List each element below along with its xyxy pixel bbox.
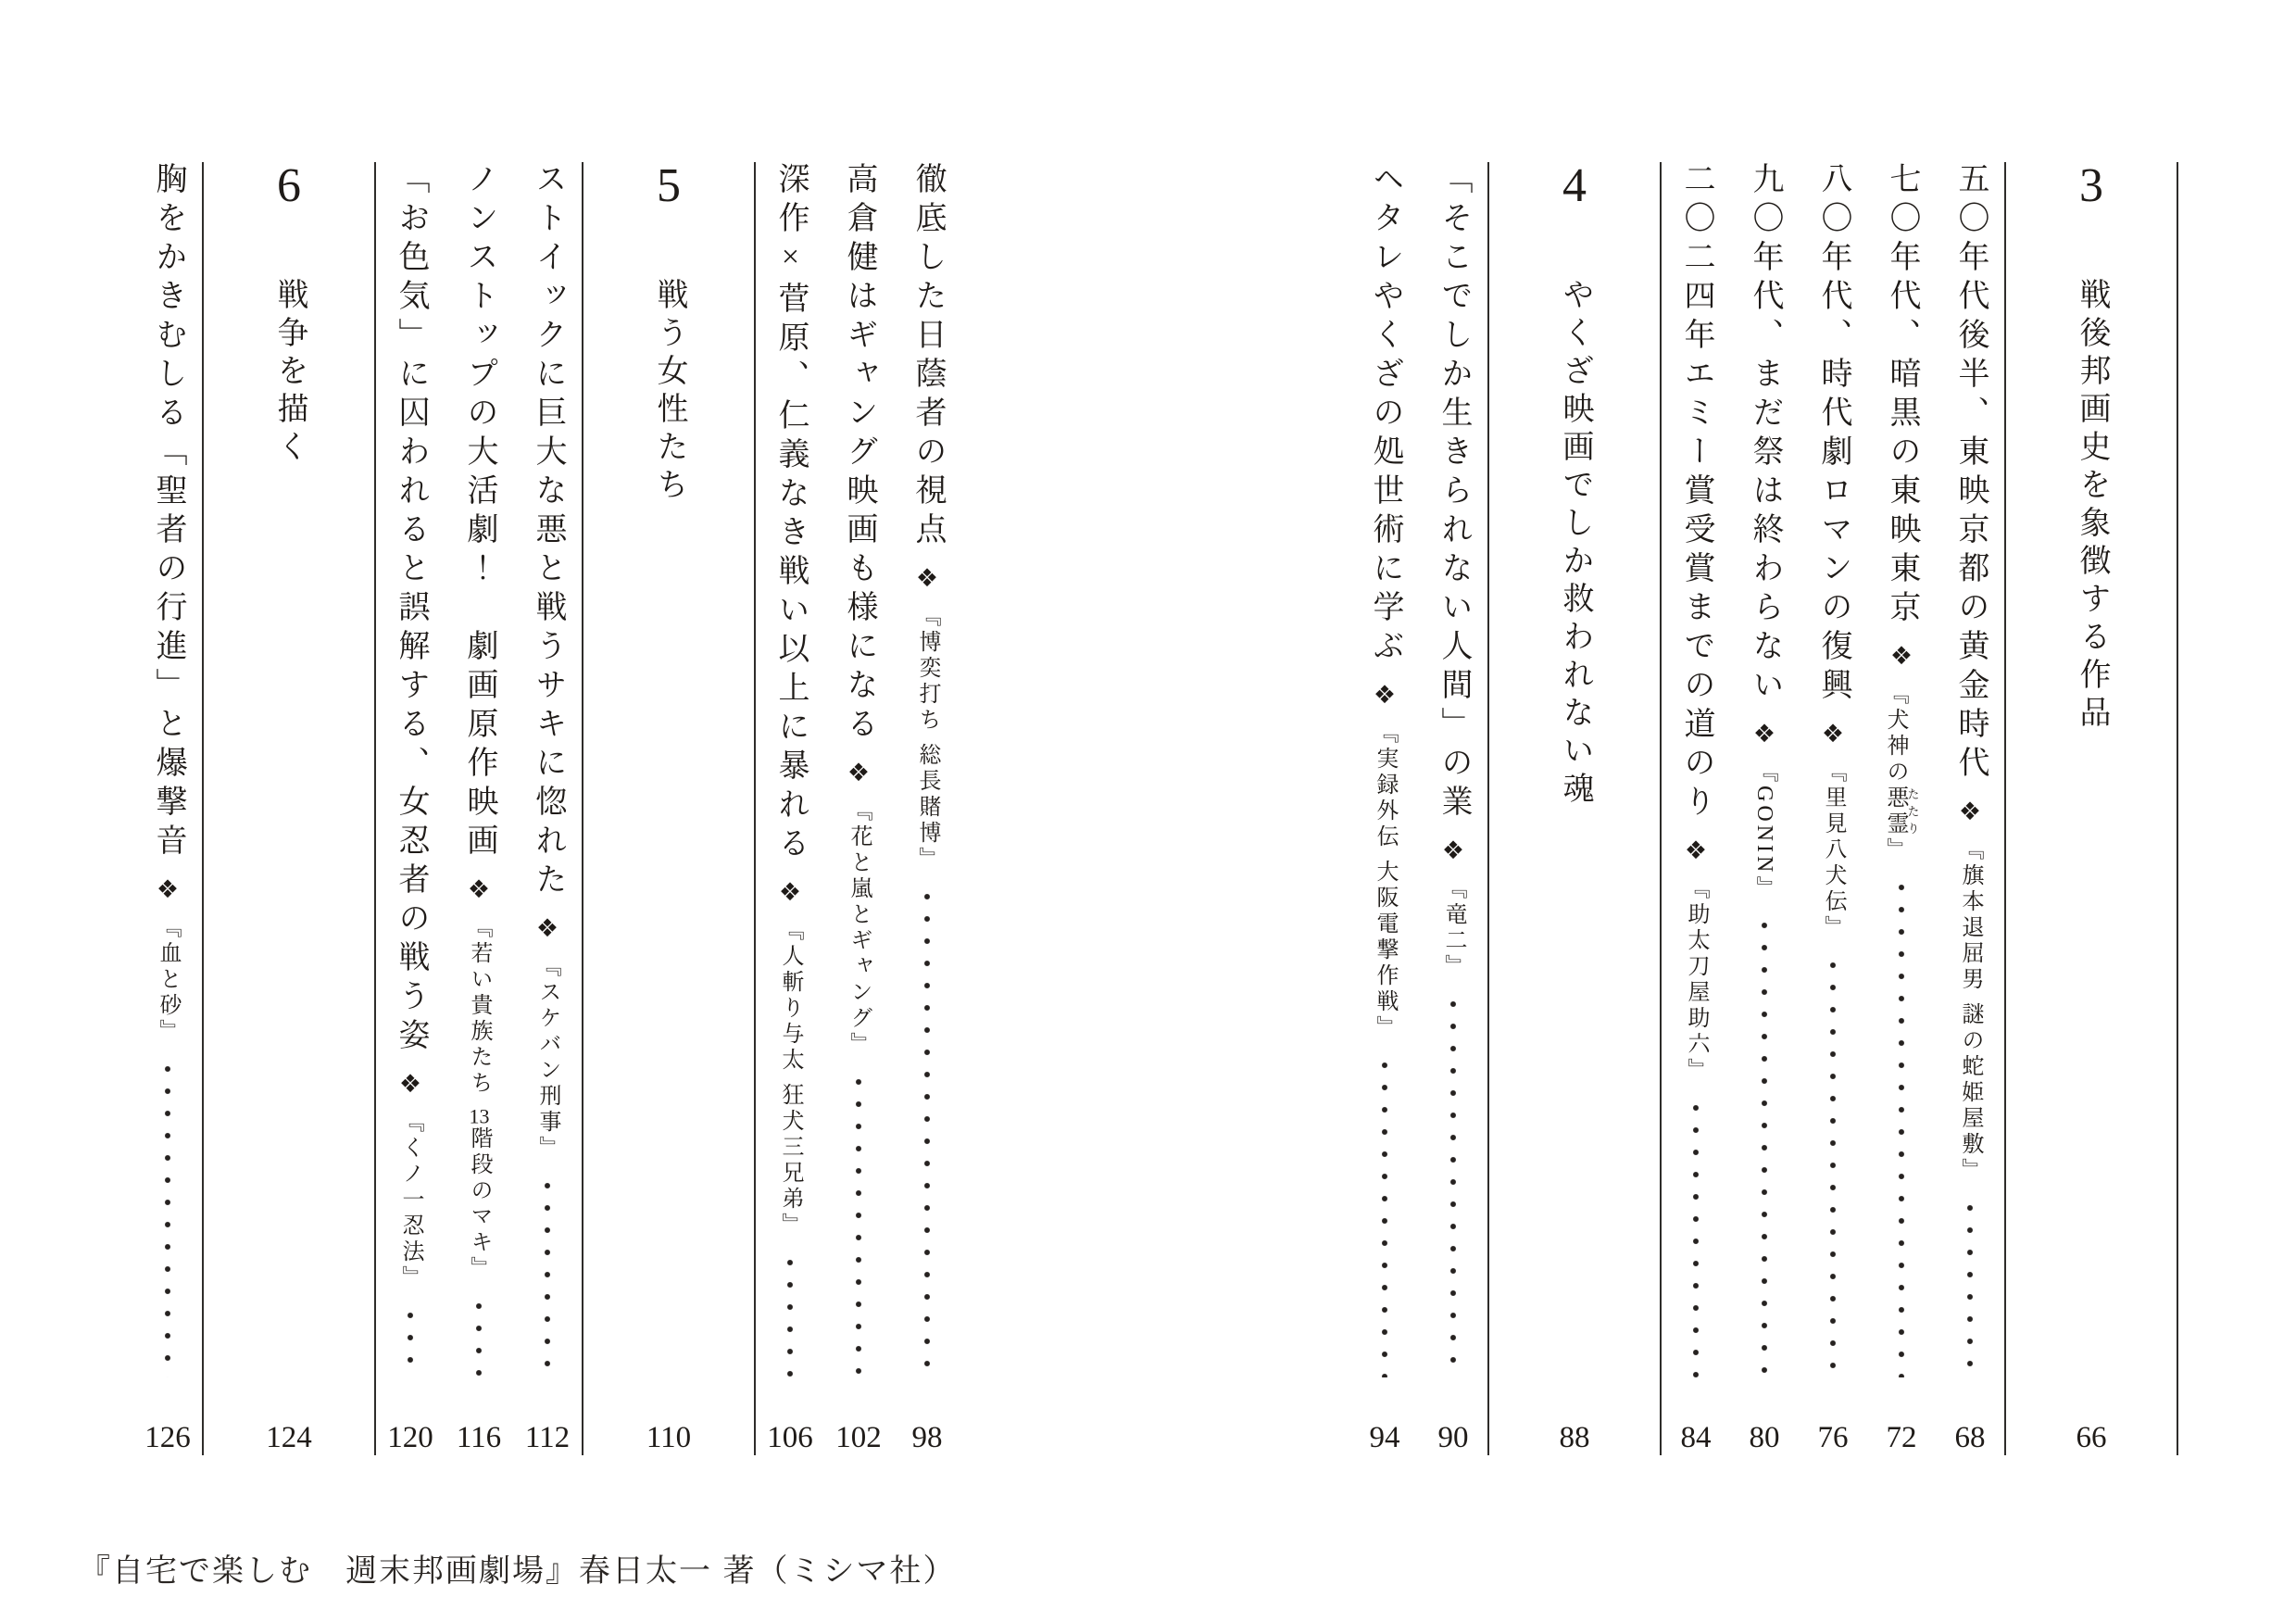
page-number: 84 [1680,1421,1712,1454]
entry-heading: ノンストップの大活劇！ 劇画原作映画 [462,162,496,862]
page-number: 72 [1886,1421,1917,1454]
dot-leader [1730,912,1799,1377]
dot-leader [756,1250,824,1377]
section-header-4 [1489,159,1660,1455]
entry-title-post: 』 [1883,837,1907,863]
toc-entry-column [1419,162,1487,1455]
page-number: 120 [387,1421,433,1454]
dot-leader [445,1293,513,1377]
page-number: 90 [1437,1421,1469,1454]
tatechuyoko-number: 13 [469,1106,490,1126]
toc-entry-column [445,162,513,1455]
entry-heading: ヘタレやくざの処世術に学ぶ [1368,162,1402,668]
section-number: 3 [2079,159,2103,212]
page-number: 76 [1817,1421,1849,1454]
section-title: 戦後邦画史を象徴する作品 [2075,278,2109,734]
page-number: 98 [911,1421,943,1454]
page-number: 106 [767,1421,813,1454]
toc-entry-column [1662,162,1730,1455]
dot-leader [133,1056,202,1377]
dot-leader [376,1302,445,1377]
page-number: 80 [1749,1421,1780,1454]
section-header-5 [583,159,754,1455]
entry-title [468,915,490,1282]
toc-entry-column [1936,162,2004,1455]
entry-title: 『GONIN』 [1752,760,1776,902]
toc-entry-column [756,162,824,1455]
diamond-icon: ❖ [778,878,802,907]
entry-title: 『人斬り与太 狂犬三兄弟』 [778,918,802,1239]
diamond-icon: ❖ [915,564,939,593]
page-number: 88 [1559,1421,1590,1454]
entry-title: 『実録外伝 大阪電撃作戦』 [1373,721,1397,1041]
diamond-icon: ❖ [1373,681,1397,710]
entry-heading: 高倉健はギャング映画も様になる [842,162,876,746]
diamond-icon: ❖ [1958,798,1982,826]
entry-title: 『竜二』 [1441,876,1465,980]
diamond-icon: ❖ [1441,836,1465,865]
section-title: 戦う女性たち [652,278,686,506]
toc-entry-column [1799,162,1867,1455]
entry-title [1884,682,1919,863]
entry-title: 『くノ一忍法』 [398,1110,422,1291]
dot-leader [1419,991,1487,1377]
entry-title: 『旗本退屈男 謎の蛇姫屋敷』 [1958,837,1982,1184]
section-number: 4 [1562,159,1587,212]
page-number: 110 [646,1421,692,1454]
page-number: 68 [1954,1421,1986,1454]
section-title: 戦争を描く [272,278,307,468]
page-number: 116 [456,1421,502,1454]
page-number: 124 [266,1421,312,1454]
toc-entry-column [824,162,893,1455]
entry-heading: 徹底した日蔭者の視点 [910,162,945,551]
entry-title: 『スケバン刑事』 [535,954,559,1162]
section-title: やくざ映画でしか救われない魂 [1558,278,1592,810]
entry-heading: 七〇年代、暗黒の東映東京 [1885,162,1919,629]
entry-title-pre: 『若い貴族たち [467,915,491,1106]
ruby-annotation [1883,786,1920,837]
entry-heading: 二〇二四年エミー賞受賞までの道のり [1679,162,1713,824]
dot-leader [824,1069,893,1377]
section-number: 6 [277,159,301,212]
table-of-contents [133,159,2178,1455]
entry-heading: 九〇年代、まだ祭は終わらない [1748,162,1782,707]
entry-title-pre: 『犬神の [1883,682,1907,786]
toc-entry-column [1867,162,1936,1455]
toc-entry-column [376,162,445,1455]
page-number: 112 [524,1421,571,1454]
diamond-icon: ❖ [398,1070,422,1099]
section-number: 5 [657,159,681,212]
page-number: 94 [1369,1421,1400,1454]
entry-heading: 深作×菅原、仁義なき戦い以上に暴れる [773,162,808,865]
toc-entry-column [1730,162,1799,1455]
diamond-icon: ❖ [1821,720,1845,748]
page-number: 66 [2076,1421,2107,1454]
page-gutter [961,162,1350,1455]
ruby-text: たたり [1905,786,1920,837]
dot-leader [1799,952,1867,1377]
diamond-icon: ❖ [847,759,871,787]
dot-leader [893,884,961,1377]
page-number: 102 [835,1421,882,1454]
diamond-icon: ❖ [1889,642,1913,671]
section-divider-line [2177,162,2178,1455]
entry-heading: 胸をかきむしる「聖者の行進」と爆撃音 [151,162,185,862]
dot-leader [1867,874,1936,1377]
entry-title: 『血と砂』 [156,915,180,1045]
diamond-icon: ❖ [1684,836,1708,865]
dot-leader [513,1173,582,1377]
entry-heading: 五〇年代後半、東映京都の黄金時代 [1953,162,1988,785]
entry-heading: 「そこでしか生きられない人間」の業 [1437,162,1471,824]
section-header-3 [2006,159,2177,1455]
toc-entry-column [893,162,961,1455]
toc-entry-column [1350,162,1419,1455]
toc-entry-column [133,162,202,1455]
toc-entry-column [513,162,582,1455]
dot-leader [1662,1095,1730,1377]
diamond-icon: ❖ [467,875,491,904]
entry-title: 『博奕打ち 総長賭博』 [915,604,939,873]
ruby-base: 悪霊 [1883,786,1907,837]
entry-heading: ストイックに巨大な悪と戦うサキに惚れた [531,162,565,901]
page-number: 126 [144,1421,191,1454]
dot-leader [1936,1195,2004,1377]
entry-title-post: 階段のマキ』 [467,1126,491,1282]
entry-heading: 「お色気」に囚われると誤解する、女忍者の戦う姿 [394,162,428,1057]
book-caption: 『自宅で楽しむ 週末邦画劇場』春日太一 著（ミシマ社） [79,1553,957,1589]
entry-title: 『里見八犬伝』 [1821,760,1845,941]
dot-leader [1350,1052,1419,1377]
entry-title: 『花と嵐とギャング』 [847,798,871,1058]
entry-title: 『助太刀屋助六』 [1684,876,1708,1084]
diamond-icon: ❖ [156,875,180,904]
diamond-icon: ❖ [1752,720,1776,748]
section-header-6 [204,159,374,1455]
entry-heading: 八〇年代、時代劇ロマンの復興 [1816,162,1851,707]
diamond-icon: ❖ [535,914,559,943]
